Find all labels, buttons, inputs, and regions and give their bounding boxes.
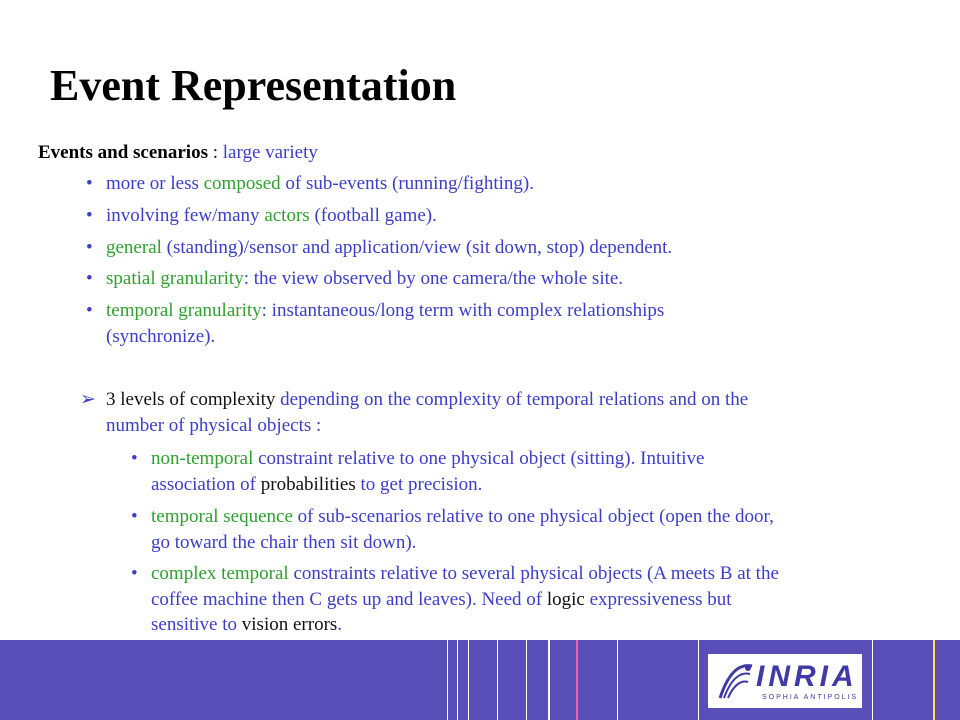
divider-line [497, 640, 498, 720]
sub-bullet-text: to get precision. [355, 474, 483, 495]
divider-line-yellow [933, 640, 935, 720]
levels-text: depending on the complexity of temporal relations and on the [275, 389, 749, 410]
bullet-item [106, 266, 623, 292]
bullet-item [106, 298, 664, 324]
bullet-text: : the view observed by one camera/the whole site. [243, 268, 624, 289]
subheading-rest: large variety [222, 142, 318, 163]
bullet-dot: • [86, 205, 93, 226]
sub-bullet-text: constraint relative to one physical object (sitting). Intuitive [253, 448, 705, 469]
bullet-dot: • [86, 300, 93, 321]
divider-line [526, 640, 527, 720]
divider-line [457, 640, 458, 720]
sub-bullet-text: association of [151, 474, 261, 495]
levels-emphasis: 3 levels of complexity [106, 389, 276, 410]
sub-bullet-highlight: complex temporal [151, 563, 289, 584]
divider-line [468, 640, 469, 720]
bullet-item [106, 235, 672, 261]
sub-bullet-dot: • [131, 563, 138, 584]
footer-band [0, 640, 960, 720]
sub-bullet-dot: • [131, 506, 138, 527]
sub-bullet-text: sensitive to [151, 614, 242, 635]
sub-bullet-highlight: temporal sequence [151, 506, 293, 527]
sub-bullet-dot: • [131, 448, 138, 469]
subheading [38, 140, 318, 166]
sub-bullet-emphasis: vision errors [241, 614, 338, 635]
sub-bullet-text: . [337, 614, 343, 635]
divider-line [617, 640, 618, 720]
bullet-item-continuation: (synchronize). [106, 326, 216, 347]
bullet-highlight: general [106, 237, 162, 258]
levels-paragraph-line2: number of physical objects : [106, 415, 322, 436]
bullet-item [106, 171, 534, 197]
bullet-text: (standing)/sensor and application/view (sit down, stop) dependent. [161, 237, 673, 258]
sub-bullet-emphasis: probabilities [260, 474, 356, 495]
bullet-text: (football game). [309, 205, 437, 226]
sub-bullet-item-continuation [151, 612, 342, 638]
divider-line [447, 640, 448, 720]
bullet-highlight: spatial granularity [106, 268, 244, 289]
inria-logo-text: INRIA [756, 660, 858, 693]
inria-logo-subtext: SOPHIA ANTIPOLIS [762, 694, 859, 701]
sub-bullet-text: constraints relative to several physical objects (A meets B at the [288, 563, 779, 584]
slide-title: Event Representation [50, 61, 457, 110]
sub-bullet-item-continuation [151, 587, 732, 613]
inria-emblem-icon [712, 658, 758, 704]
inria-logo [708, 654, 862, 708]
subheading-sep: : [207, 142, 223, 163]
bullet-text: : instantaneous/long term with complex relationships [261, 300, 665, 321]
bullet-dot: • [86, 268, 93, 289]
levels-paragraph [106, 387, 748, 413]
sub-bullet-text: coffee machine then C gets up and leaves). Need of [151, 589, 547, 610]
bullet-text: of sub-events (running/fighting). [280, 173, 534, 194]
sub-bullet-text: of sub-scenarios relative to one physical object (open the door, [292, 506, 774, 527]
bullet-text: more or less [106, 173, 204, 194]
bullet-dot: • [86, 237, 93, 258]
sub-bullet-item-continuation: go toward the chair then sit down). [151, 532, 417, 553]
sub-bullet-item [151, 504, 774, 530]
sub-bullet-item-continuation [151, 472, 482, 498]
divider-line [698, 640, 699, 720]
sub-bullet-item [151, 561, 779, 587]
sub-bullet-highlight: non-temporal [151, 448, 254, 469]
bullet-highlight: temporal granularity [106, 300, 262, 321]
arrow-bullet-icon: ➢ [80, 389, 96, 410]
subheading-bold: Events and scenarios [38, 142, 208, 163]
sub-bullet-emphasis: logic [546, 589, 585, 610]
bullet-item [106, 203, 437, 229]
divider-line-pink [576, 640, 578, 720]
bullet-dot: • [86, 173, 93, 194]
divider-line [548, 640, 550, 720]
divider-line [872, 640, 873, 720]
sub-bullet-text: expressiveness but [584, 589, 732, 610]
sub-bullet-item [151, 446, 705, 472]
bullet-text: involving few/many [106, 205, 265, 226]
bullet-highlight: actors [264, 205, 310, 226]
bullet-highlight: composed [203, 173, 281, 194]
